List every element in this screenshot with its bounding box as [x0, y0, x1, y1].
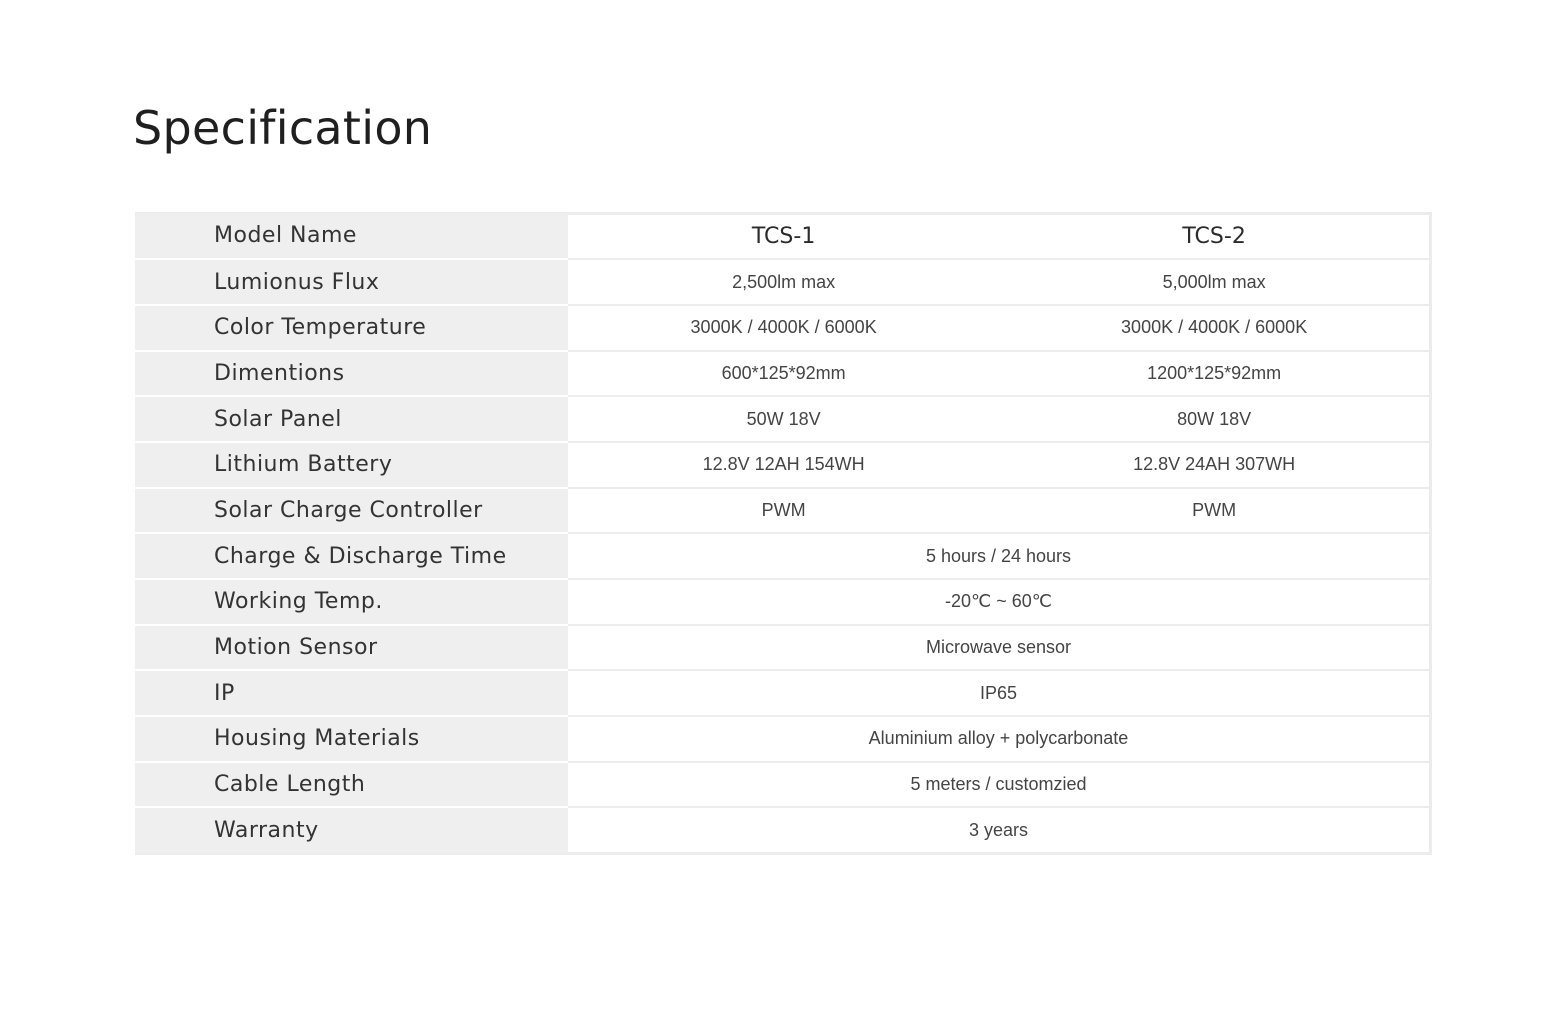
table-row-warranty [135, 807, 1431, 853]
shared-value: 5 meters / customzied [568, 762, 1431, 808]
tcs-2-value: 1200*125*92mm [999, 351, 1430, 397]
row-label: Lithium Battery [135, 442, 568, 488]
row-label: Cable Length [135, 762, 568, 808]
table-row-cable-length [135, 762, 1431, 808]
tcs-1-value: 600*125*92mm [568, 351, 999, 397]
shared-value: Microwave sensor [568, 625, 1431, 671]
table-row-motion-sensor [135, 625, 1431, 671]
tcs-2-value: 80W 18V [999, 396, 1430, 442]
model-tcs-2-header: TCS-2 [999, 214, 1430, 260]
tcs-2-value: PWM [999, 488, 1430, 534]
row-label: Solar Panel [135, 396, 568, 442]
shared-value: Aluminium alloy + polycarbonate [568, 716, 1431, 762]
tcs-2-value: 3000K / 4000K / 6000K [999, 305, 1430, 351]
row-label: Working Temp. [135, 579, 568, 625]
table-row-luminous-flux [135, 259, 1431, 305]
page-title: Specification [133, 101, 433, 155]
tcs-1-value: 3000K / 4000K / 6000K [568, 305, 999, 351]
table-row-solar-charge-controller [135, 488, 1431, 534]
row-label: IP [135, 670, 568, 716]
row-label: Lumionus Flux [135, 259, 568, 305]
tcs-1-value: PWM [568, 488, 999, 534]
tcs-1-value: 2,500lm max [568, 259, 999, 305]
table-row-solar-panel [135, 396, 1431, 442]
specification-table [135, 212, 1432, 855]
row-label: Color Temperature [135, 305, 568, 351]
row-label: Dimentions [135, 351, 568, 397]
tcs-2-value: 5,000lm max [999, 259, 1430, 305]
shared-value: -20℃ ~ 60℃ [568, 579, 1431, 625]
row-label: Motion Sensor [135, 625, 568, 671]
table-row-charge-discharge-time [135, 533, 1431, 579]
table-row-working-temp [135, 579, 1431, 625]
shared-value: 5 hours / 24 hours [568, 533, 1431, 579]
model-tcs-1-header: TCS-1 [568, 214, 999, 260]
table-row-ip [135, 670, 1431, 716]
table-row-housing-materials [135, 716, 1431, 762]
shared-value: 3 years [568, 807, 1431, 853]
tcs-1-value: 12.8V 12AH 154WH [568, 442, 999, 488]
tcs-2-value: 12.8V 24AH 307WH [999, 442, 1430, 488]
row-label: Solar Charge Controller [135, 488, 568, 534]
tcs-1-value: 50W 18V [568, 396, 999, 442]
row-label-model-name: Model Name [135, 214, 568, 260]
table-row-color-temperature [135, 305, 1431, 351]
row-label: Warranty [135, 807, 568, 853]
shared-value: IP65 [568, 670, 1431, 716]
table-row-dimensions [135, 351, 1431, 397]
table-row-lithium-battery [135, 442, 1431, 488]
row-label: Housing Materials [135, 716, 568, 762]
table-header-row [135, 214, 1431, 260]
row-label: Charge & Discharge Time [135, 533, 568, 579]
